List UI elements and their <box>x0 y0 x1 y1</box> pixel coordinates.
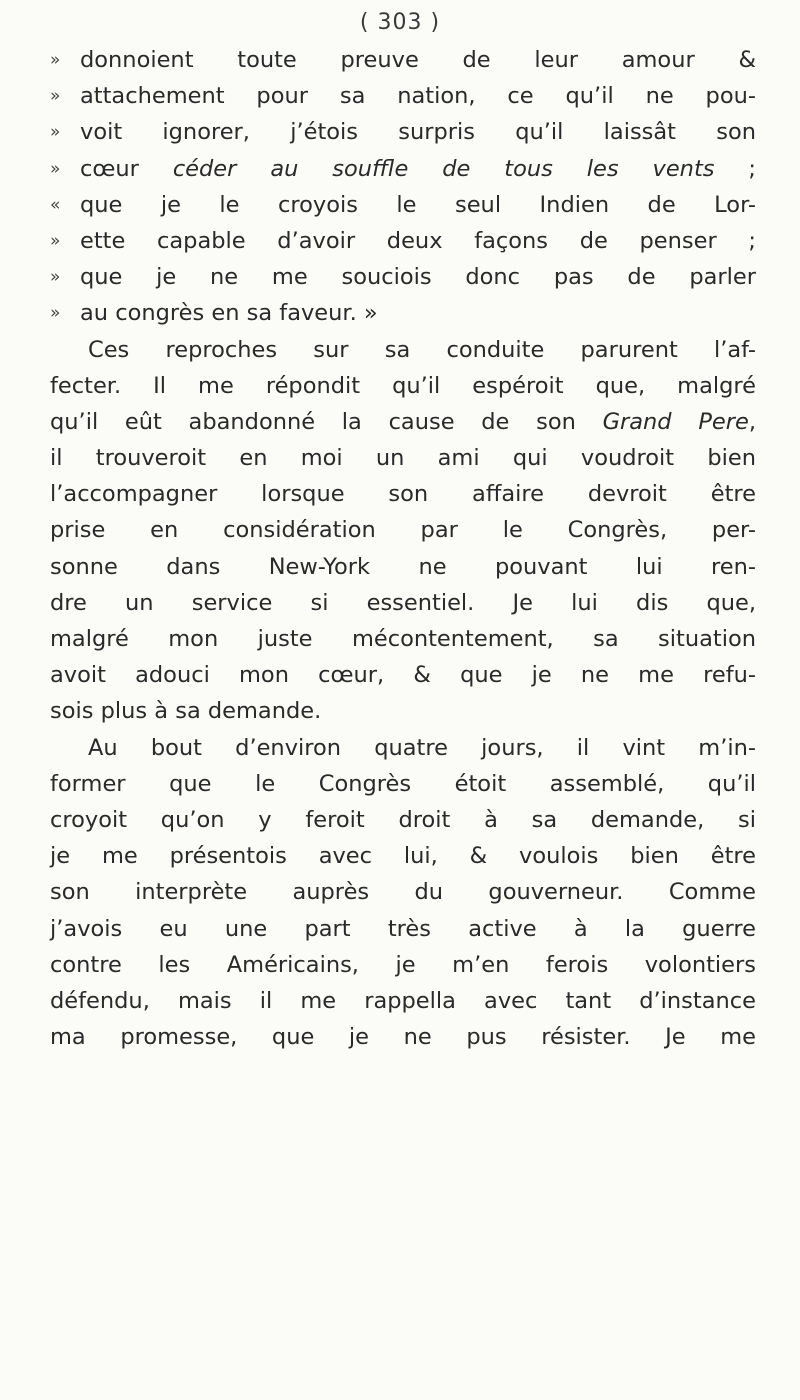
text-line <box>50 223 756 259</box>
line-text: au congrès en sa faveur. » <box>80 300 378 327</box>
line-text: malgré mon juste mécontentement, sa situation <box>50 626 756 652</box>
line-text: former que le Congrès étoit assemblé, qu’il <box>50 770 756 797</box>
text-line <box>50 295 756 331</box>
page-number: ( 303 ) <box>359 10 441 35</box>
line-text: dre un service si essentiel. Je lui dis que, <box>50 589 756 616</box>
text-line <box>50 911 756 947</box>
line-text: Au bout d’environ quatre jours, il vint m’in- <box>88 734 756 761</box>
text-line <box>50 657 756 693</box>
quote-mark: » <box>50 50 61 70</box>
text-line <box>50 585 756 621</box>
text-line <box>50 512 756 548</box>
line-text: sois plus à sa demande. <box>50 698 322 725</box>
line-text: défendu, mais il me rappella avec tant d’instance <box>50 987 756 1014</box>
text-line <box>50 838 756 874</box>
text-line <box>50 549 756 585</box>
line-text: je me présentois avec lui, & voulois bien être <box>50 843 756 870</box>
line-text: attachement pour sa nation, ce qu’il ne pou- <box>80 83 756 110</box>
quote-mark: » <box>50 158 61 179</box>
text-line <box>50 404 756 440</box>
line-text: avoit adouci mon cœur, & que je ne me refu- <box>50 662 756 689</box>
italic-phrase: Grand Pere <box>602 408 749 435</box>
quote-mark: » <box>50 230 61 251</box>
line-text: donnoient toute preuve de leur amour & <box>80 47 756 73</box>
text-line <box>50 440 756 476</box>
text-line <box>50 802 756 838</box>
quote-mark: « <box>50 194 61 215</box>
line-text: l’accompagner lorsque son affaire devroit être <box>50 481 756 508</box>
line-text: fecter. Il me répondit qu’il espéroit que, malgré <box>50 372 756 399</box>
quote-mark: » <box>50 86 61 107</box>
text-line <box>50 368 756 404</box>
line-text: Ces reproches sur sa conduite parurent l’af- <box>88 336 756 363</box>
line-text: sonne dans New-York ne pouvant lui ren- <box>50 553 756 580</box>
text-line <box>50 476 756 512</box>
line-text: , <box>748 408 756 435</box>
text-line <box>50 78 756 114</box>
paragraph-start-line <box>50 730 756 766</box>
line-text: prise en considération par le Congrès, per- <box>50 517 756 544</box>
line-text: son interprète auprès du gouverneur. Comme <box>50 879 756 906</box>
text-line <box>50 259 756 295</box>
line-text: contre les Américains, je m’en ferois volontiers <box>50 951 756 978</box>
line-text: croyoit qu’on y feroit droit à sa demande, si <box>50 806 756 833</box>
line-text: que je le croyois le seul Indien de Lor- <box>80 191 756 218</box>
italic-phrase: céder au souffle de tous les vents <box>172 155 715 182</box>
text-line <box>50 947 756 983</box>
line-text: que je ne me souciois donc pas de parler <box>80 264 756 291</box>
paragraph-start-line <box>50 332 756 368</box>
quote-mark: » <box>50 122 61 143</box>
quote-mark: » <box>50 267 61 288</box>
text-line <box>50 621 756 657</box>
text-line <box>50 187 756 223</box>
quote-mark: » <box>50 303 61 324</box>
text-line <box>50 874 756 910</box>
body-text <box>50 42 756 1055</box>
line-text: voit ignorer, j’étois surpris qu’il laissât son <box>80 119 756 146</box>
text-line <box>50 114 756 150</box>
text-line <box>50 151 756 187</box>
text-line <box>50 983 756 1019</box>
line-text: ; <box>714 155 756 182</box>
line-text: il trouveroit en moi un ami qui voudroit bien <box>50 445 756 472</box>
line-text: j’avois eu une part très active à la guerre <box>50 915 756 942</box>
line-text: qu’il eût abandonné la cause de son <box>50 408 603 435</box>
text-line <box>50 1019 756 1055</box>
line-text: ette capable d’avoir deux façons de penser ; <box>80 227 756 254</box>
text-line <box>50 693 756 729</box>
text-line <box>50 42 756 78</box>
line-text: ma promesse, que je ne pus résister. Je me <box>50 1024 756 1051</box>
line-text: cœur <box>80 155 173 182</box>
text-line <box>50 766 756 802</box>
